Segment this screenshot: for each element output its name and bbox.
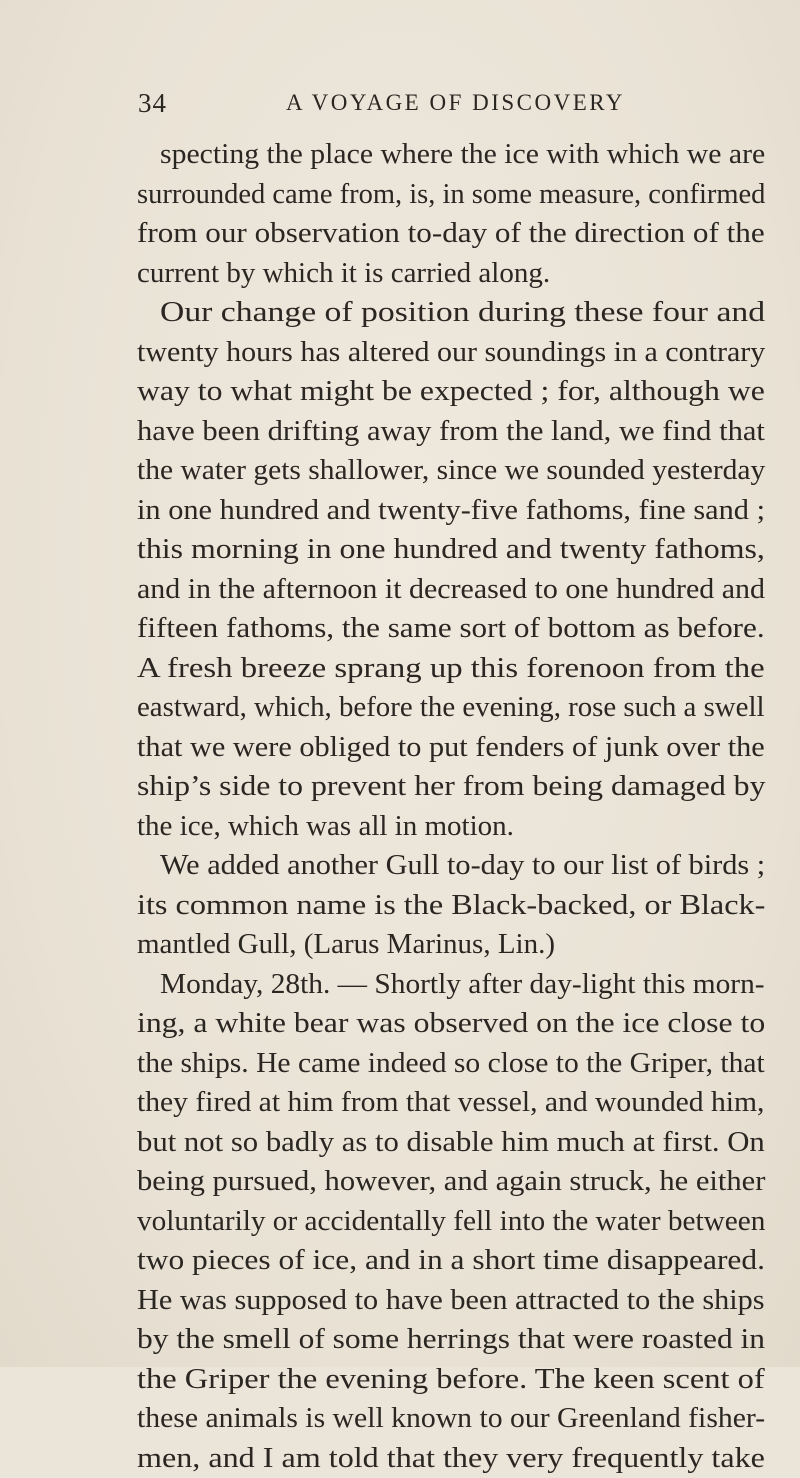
text-line: current by which it is carried along. xyxy=(137,256,551,289)
running-title: A VOYAGE OF DISCOVERY xyxy=(286,90,625,115)
text-line: A fresh breeze sprang up this forenoon from the xyxy=(137,651,765,684)
text-line: have been drifting away from the land, we find that xyxy=(137,414,765,447)
text-line: two pieces of ice, and in a short time disappeared. xyxy=(137,1244,765,1276)
text-line: ship’s side to prevent her from being damaged by xyxy=(137,770,766,802)
text-line: being pursued, however, and again struck, he either xyxy=(137,1165,766,1197)
text-line: by the smell of some herrings that were roasted in xyxy=(137,1323,766,1355)
text-line: Our change of position during these four and xyxy=(160,296,766,328)
text-line: the water gets shallower, since we sounded yesterday xyxy=(137,454,766,486)
text-line: the ships. He came indeed so close to the Griper, that xyxy=(137,1046,765,1079)
text-line: ing, a white bear was observed on the ice close to xyxy=(137,1007,766,1039)
text-line: the ice, which was all in motion. xyxy=(137,809,514,842)
text-line: way to what might be expected ; for, although we xyxy=(137,375,765,407)
text-line: the Griper the evening before. The keen scent of xyxy=(137,1362,765,1395)
text-line: and in the afternoon it decreased to one hundred and xyxy=(137,572,765,605)
text-line: this morning in one hundred and twenty fathoms, xyxy=(137,533,765,565)
text-line: He was supposed to have been attracted to the ships xyxy=(137,1283,765,1316)
text-line: Monday, 28th. — Shortly after day-light this morn- xyxy=(160,967,765,1000)
text-line: these animals is well known to our Greenland fisher- xyxy=(137,1402,766,1434)
text-line: specting the place where the ice with which we are xyxy=(160,138,766,170)
text-line: surrounded came from, is, in some measure, confirmed xyxy=(137,177,766,210)
text-line: from our observation to-day of the direction of the xyxy=(137,217,765,249)
text-line: men, and I am told that they very frequently take xyxy=(137,1441,765,1474)
text-line: that we were obliged to put fenders of junk over the xyxy=(137,730,765,763)
text-line: eastward, which, before the evening, rose such a swell xyxy=(137,691,765,723)
running-head xyxy=(138,88,748,124)
text-line: We added another Gull to-day to our list of birds ; xyxy=(160,849,766,881)
page-number: 34 xyxy=(138,88,167,118)
text-line: they fired at him from that vessel, and wounded him, xyxy=(137,1086,765,1118)
text-line: in one hundred and twenty-five fathoms, fine sand ; xyxy=(137,493,766,526)
text-line: voluntarily or accidentally fell into the water between xyxy=(137,1204,766,1237)
text-line: its common name is the Black-backed, or Black- xyxy=(137,888,766,921)
text-line: mantled Gull, (Larus Marinus, Lin.) xyxy=(137,928,555,960)
text-line: twenty hours has altered our soundings in a contrary xyxy=(137,335,766,368)
text-line: but not so badly as to disable him much at first. On xyxy=(137,1125,765,1158)
text-line: fifteen fathoms, the same sort of bottom as before. xyxy=(137,612,765,644)
